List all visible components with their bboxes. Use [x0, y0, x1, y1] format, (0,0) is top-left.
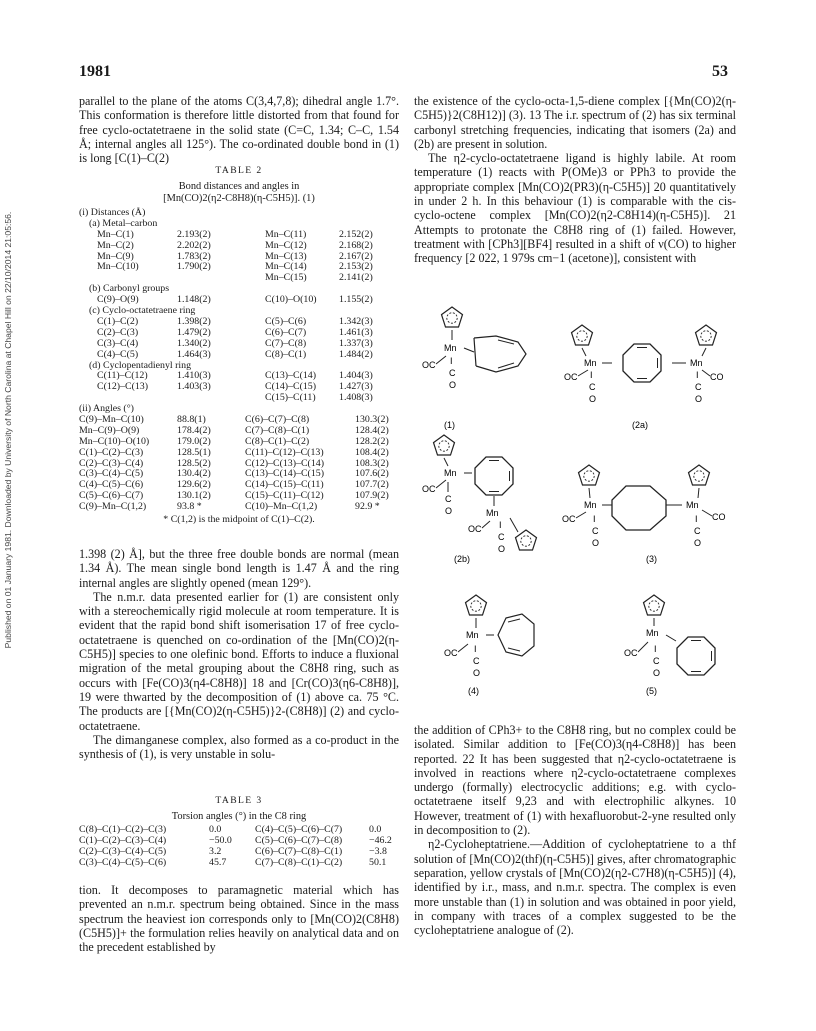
atom-label: Mn [444, 468, 457, 478]
table-cell: Mn–C(10) [97, 261, 139, 273]
atom-label: O [498, 544, 506, 554]
table-cell: C(3)–C(4) [97, 337, 139, 349]
table-cell: Mn–C(12) [265, 239, 307, 251]
atom-label: OC [564, 372, 578, 382]
table-row [79, 295, 399, 306]
table-cell: 108.3(2) [355, 457, 389, 469]
table-cell: 107.6(2) [355, 468, 389, 480]
table-cell: 50.1 [369, 856, 387, 868]
table-row [79, 393, 399, 404]
atom-label: O [592, 538, 600, 548]
structure-4 [444, 595, 534, 696]
table-2-label: TABLE 2 [215, 165, 263, 176]
table-cell: C(14)–C(15) [265, 381, 317, 393]
table-cell: 128.5(2) [177, 457, 211, 469]
table-cell: Mn–C(15) [265, 272, 307, 284]
table-cell: 1.461(3) [339, 326, 373, 338]
atom-label: OC [422, 360, 436, 370]
table-cell: 1.404(3) [339, 370, 373, 382]
atom-label: C [694, 526, 701, 536]
table-subsection: (a) Metal–carbon [89, 217, 158, 229]
table-cell: C(6)–C(7)–C(8)–C(1) [255, 845, 343, 857]
table-cell: −3.8 [369, 845, 387, 857]
left-column-middle [79, 547, 399, 761]
table-cell: C(12)–C(13)–C(14) [245, 457, 324, 469]
table-cell: C(1)–C(2) [97, 315, 139, 327]
atom-label: C [449, 368, 456, 378]
atom-label: OC [468, 524, 482, 534]
table-section-angles: (ii) Angles (°) [79, 403, 134, 415]
atom-label: O [445, 506, 453, 516]
table-cell: 128.5(1) [177, 446, 211, 458]
atom-label: Mn [444, 343, 457, 353]
table-cell: 2.152(2) [339, 228, 373, 240]
table-cell: C(7)–C(8) [265, 337, 307, 349]
atom-label: OC [562, 514, 576, 524]
atom-label: O [695, 394, 703, 404]
table-cell: C(2)–C(3)–C(4)–C(5) [79, 845, 167, 857]
table-cell: 179.0(2) [177, 435, 211, 447]
atom-label: C [473, 656, 480, 666]
table-cell: C(5)–C(6) [265, 315, 307, 327]
atom-label: O [653, 668, 661, 678]
download-watermark-text: Published on 01 January 1981. Downloaded by University of North Carolina at Chapel Hill on 22/10/2014 21:05:56. [3, 211, 13, 649]
atom-label: I [474, 644, 477, 654]
table-cell: C(11)–C(12)–C(13) [245, 446, 324, 458]
right-paragraph-3: the addition of CPh3+ to the C8H8 ring, but no complex could be isolated. Similar addition to [Fe(CO)3(η4-C8H8)] has been reported. 22 It has been suggested that η2-cyclo-octatetraene is involved in reactions where η2-cyclo-octatetraene complexes undergo (formally) electrocyclic additions; e.g. with cyclo-octatetraene itself 9,23 and with electrophilic alkynes. 10 However, treatment of (1) with hexafluorobut-2-yne resulted only in decomposition to (2). [414, 723, 736, 838]
structure-5 [624, 595, 715, 696]
compound-label: (2a) [632, 420, 649, 430]
atom-label: I [593, 514, 596, 524]
table-cell: 1.340(2) [177, 337, 211, 349]
table-cell: C(10)–O(10) [265, 294, 317, 306]
table-row [79, 273, 399, 284]
compound-label: (2b) [454, 554, 471, 564]
table-row [79, 339, 399, 350]
table-2 [79, 165, 399, 525]
table-cell: C(1)–C(2)–C(3) [79, 446, 144, 458]
table-cell: 0.0 [369, 824, 382, 835]
atom-label: I [590, 370, 593, 380]
right-paragraph-1: the existence of the cyclo-octa-1,5-diene complex [{Mn(CO)2(η-C5H5)}2(C8H12)] (3). 13 The i.r. spectrum of (2) has six terminal carbonyl stretching frequencies, indicating that isomers (2a) and (2b) are present in solution. [414, 94, 736, 151]
table-cell: 1.398(2) [177, 315, 211, 327]
compound-label: (3) [646, 554, 657, 564]
atom-label: I [696, 370, 699, 380]
table-cell: C(8)–C(1) [265, 348, 307, 360]
table-cell: 108.4(2) [355, 446, 389, 458]
table-cell: C(5)–C(6)–C(7)–C(8) [255, 834, 343, 846]
table-row [79, 858, 399, 869]
table-cell: Mn–C(9)–O(9) [79, 424, 140, 436]
table-cell: 45.7 [209, 856, 227, 868]
atom-label: Mn [584, 358, 597, 368]
table-cell: 1.148(2) [177, 294, 211, 306]
table-cell: C(8)–C(1)–C(2)–C(3) [79, 824, 167, 835]
table-3-caption: Torsion angles (°) in the C8 ring [171, 811, 307, 822]
table-cell: 1.783(2) [177, 250, 211, 262]
table-cell: 107.9(2) [355, 490, 389, 502]
atom-label: C [498, 532, 505, 542]
table-cell: 2.141(2) [339, 272, 373, 284]
atom-label: C [592, 526, 599, 536]
table-row [79, 241, 399, 252]
table-cell: C(4)–C(5)–C(6)–C(7) [255, 824, 343, 835]
table-cell: C(7)–C(8)–C(1)–C(2) [255, 856, 343, 868]
table-cell: 1.410(3) [177, 370, 211, 382]
table-cell: C(6)–C(7)–C(8) [245, 414, 310, 426]
atom-label: C [589, 382, 596, 392]
table-cell: 2.153(2) [339, 261, 373, 273]
table-cell: 130.3(2) [355, 414, 389, 426]
table-cell: C(4)–C(5) [97, 348, 139, 360]
right-paragraph-4: η2-Cycloheptatriene.—Addition of cycloheptatriene to a thf solution of [Mn(CO)2(thf)(η-C5H5)] gives, after chromatographic separation, yellow crystals of [Mn(CO)2(η2-C7H8)(η-C5H5)] (4), identified by i.r., mass, and n.m.r. spectra. The complex is even more unstable than (1) in solution and was obtained in poor yield, in company with traces of a complex suggested to be the cycloheptatriene analogue of (2). [414, 837, 736, 938]
table-cell: 1.484(2) [339, 348, 373, 360]
table-cell: 92.9 * [355, 501, 380, 513]
table-2-caption-line1: Bond distances and angles in [178, 181, 300, 192]
atom-label: Mn [686, 500, 699, 510]
table-row [79, 350, 399, 361]
table-cell: C(12)–C(13) [97, 381, 149, 393]
table-cell: C(3)–C(4)–C(5) [79, 468, 144, 480]
compound-label: (5) [646, 686, 657, 696]
table-cell: 2.168(2) [339, 239, 373, 251]
table-cell: C(9)–O(9) [97, 294, 139, 306]
structure-2a [564, 325, 724, 430]
atom-label: O [694, 538, 702, 548]
structure-2b [422, 435, 537, 564]
table-cell: C(4)–C(5)–C(6) [79, 479, 144, 491]
table-subsection: (b) Carbonyl groups [89, 283, 170, 295]
table-cell: C(13)–C(14)–C(15) [245, 468, 324, 480]
table-cell: 178.4(2) [177, 424, 211, 436]
table-cell: −46.2 [369, 834, 392, 846]
table-cell: Mn–C(14) [265, 261, 307, 273]
table-cell: 107.7(2) [355, 479, 389, 491]
atom-label: OC [444, 648, 458, 658]
atom-label: I [695, 514, 698, 524]
left-column-bottom [79, 883, 399, 954]
table-cell: Mn–C(2) [97, 239, 134, 251]
atom-label: Mn [486, 508, 499, 518]
table-cell: C(14)–C(15)–C(11) [245, 479, 324, 491]
atom-label: I [450, 356, 453, 366]
atom-label: Mn [690, 358, 703, 368]
table-3-label: TABLE 3 [215, 795, 263, 806]
table-cell: C(2)–C(3) [97, 326, 139, 338]
table-2-caption-line2: [Mn(CO)2(η2-C8H8)(η-C5H5)]. (1) [163, 193, 315, 204]
atom-label: I [499, 520, 502, 530]
table-cell: C(7)–C(8)–C(1) [245, 424, 310, 436]
atom-label: I [654, 644, 657, 654]
table-cell: 2.193(2) [177, 228, 211, 240]
table-cell: 130.1(2) [177, 490, 211, 502]
table-cell: C(2)–C(3)–C(4) [79, 457, 144, 469]
table-cell: 1.342(3) [339, 315, 373, 327]
table-section-distances: (i) Distances (Å) [79, 207, 146, 218]
atom-label: O [473, 668, 481, 678]
left-paragraph-5: tion. It decomposes to paramagnetic material which has prevented an n.m.r. spectrum being obtained. Since in the mass spectrum the heaviest ion corresponds only to [Mn(CO)2(C8H8)(C5H5)]+ the formulation relies heavily on analytical data and on the precedent established by [79, 883, 399, 955]
table-cell: 130.4(2) [177, 468, 211, 480]
table-cell: 2.202(2) [177, 239, 211, 251]
left-paragraph-4: The dimanganese complex, also formed as a co-product in the synthesis of (1), is very unstable in solu- [79, 732, 399, 762]
table-row [79, 448, 399, 459]
atom-label: C [695, 382, 702, 392]
atom-label: C [445, 494, 452, 504]
left-column-top [79, 94, 399, 165]
table-2-body [79, 208, 399, 513]
journal-year: 1981 [79, 63, 111, 80]
atom-label: CO [712, 512, 726, 522]
atom-label: Mn [584, 500, 597, 510]
table-cell: C(9)–Mn–C(1,2) [79, 501, 147, 513]
compound-label: (1) [444, 420, 455, 430]
table-cell: 1.427(3) [339, 381, 373, 393]
table-cell: 1.790(2) [177, 261, 211, 273]
table-cell: 2.167(2) [339, 250, 373, 262]
atom-label: Mn [466, 630, 479, 640]
table-cell: 3.2 [209, 845, 222, 857]
atom-label: Mn [646, 628, 659, 638]
table-cell: C(5)–C(6)–C(7) [79, 490, 144, 502]
table-row [79, 502, 399, 513]
table-cell: C(13)–C(14) [265, 370, 317, 382]
table-cell: Mn–C(9) [97, 250, 134, 262]
right-column-top [414, 94, 736, 266]
table-cell: C(15)–C(11)–C(12) [245, 490, 324, 502]
atom-label: O [449, 380, 457, 390]
table-3-body [79, 825, 399, 869]
table-cell: 128.4(2) [355, 424, 389, 436]
structure-1 [422, 307, 526, 430]
table-3 [79, 795, 399, 869]
table-cell: C(11)–C(12) [97, 370, 148, 382]
compound-label: (4) [468, 686, 479, 696]
table-cell: C(1)–C(2)–C(3)–C(4) [79, 834, 167, 846]
table-cell: 1.408(3) [339, 392, 373, 404]
table-subsection: (d) Cyclopentadienyl ring [89, 359, 192, 371]
atom-label: O [589, 394, 597, 404]
table-cell: 129.6(2) [177, 479, 211, 491]
table-cell: C(15)–C(11) [265, 392, 316, 404]
table-cell: 1.155(2) [339, 294, 373, 306]
table-cell: Mn–C(11) [265, 228, 307, 240]
table-cell: Mn–C(1) [97, 228, 134, 240]
page-number: 53 [712, 63, 728, 80]
left-paragraph-3: The n.m.r. data presented earlier for (1) are consistent only with a stereochemically rigid molecule at room temperature. It is evident that the rapid bond shift isomerisation 17 of free cyclo-octatetraene is quenched on co-ordination of the [Mn(CO)2(η-C5H5)] species to one olefinic bond. Efforts to induce a fluxional migration of the metal grouping about the C8H8 ring, such as occurs with [Fe(CO)3(η4-C8H8)] 18 and [Cr(CO)3(η6-C8H8)], 19 were thwarted by the decomposition of (1) above ca. 75 °C. The products are [{Mn(CO)2(η-C5H5)}2-(C8H8)] (2) and cyclo-octatetraene. [79, 589, 399, 733]
table-cell: C(8)–C(1)–C(2) [245, 435, 310, 447]
download-watermark [0, 150, 16, 710]
right-column-bottom [414, 723, 736, 937]
table-cell: 93.8 * [177, 501, 202, 513]
left-paragraph-1: parallel to the plane of the atoms C(3,4,7,8); dihedral angle 1.7°. This conformation is therefore little distorted from that found for free cyclo-octatetraene in the solid state (C=C, 1.34; C–C, 1.54 Å; internal angles all 125°). The co-ordinated double bond in (1) is long [C(1)–C(2) [79, 94, 399, 166]
table-cell: C(10)–Mn–C(1,2) [245, 501, 318, 513]
table-cell: 1.337(3) [339, 337, 373, 349]
table-2-footnote: * C(1,2) is the midpoint of C(1)–C(2). [163, 514, 315, 526]
table-cell: 0.0 [209, 824, 222, 835]
structures-figure [414, 296, 736, 706]
table-cell: 1.464(3) [177, 348, 211, 360]
table-cell: 1.403(3) [177, 381, 211, 393]
atom-label: OC [624, 648, 638, 658]
left-paragraph-2: 1.398 (2) Å], but the three free double bonds are normal (mean 1.34 Å). The mean single bond length is 1.47 Å and the ring internal angles are slightly opened (mean 129°). [79, 547, 399, 590]
table-cell: 88.8(1) [177, 414, 206, 426]
table-subsection: (c) Cyclo-octatetraene ring [89, 305, 196, 317]
table-cell: 128.2(2) [355, 435, 389, 447]
atom-label: OC [422, 484, 436, 494]
table-cell: Mn–C(13) [265, 250, 307, 262]
table-cell: C(9)–Mn–C(10) [79, 414, 144, 426]
table-cell: C(6)–C(7) [265, 326, 307, 338]
table-cell: Mn–C(10)–O(10) [79, 435, 150, 447]
table-cell: 1.479(2) [177, 326, 211, 338]
atom-label: CO [710, 372, 724, 382]
right-paragraph-2: The η2-cyclo-octatetraene ligand is highly labile. At room temperature (1) reacts with P(OMe)3 or PPh3 to provide the appropriate complex [Mn(CO)2(PR3)(η-C5H5)] 20 quantitatively in under 2 h. In this behaviour (1) is comparable with the cis-cyclo-octene complex [Mn(CO)2(η2-C8H14)(η-C5H5)]. 21 Attempts to protonate the C8H8 ring of (1) failed. However, treatment with [CPh3][BF4] resulted in a shift of ν(CO) to higher frequency [2 022, 1 979s cm−1 (acetone)], consistent with [414, 151, 736, 266]
table-cell: C(3)–C(4)–C(5)–C(6) [79, 856, 167, 868]
table-cell: −50.0 [209, 834, 232, 846]
atom-label: C [653, 656, 660, 666]
structure-3 [562, 465, 726, 564]
